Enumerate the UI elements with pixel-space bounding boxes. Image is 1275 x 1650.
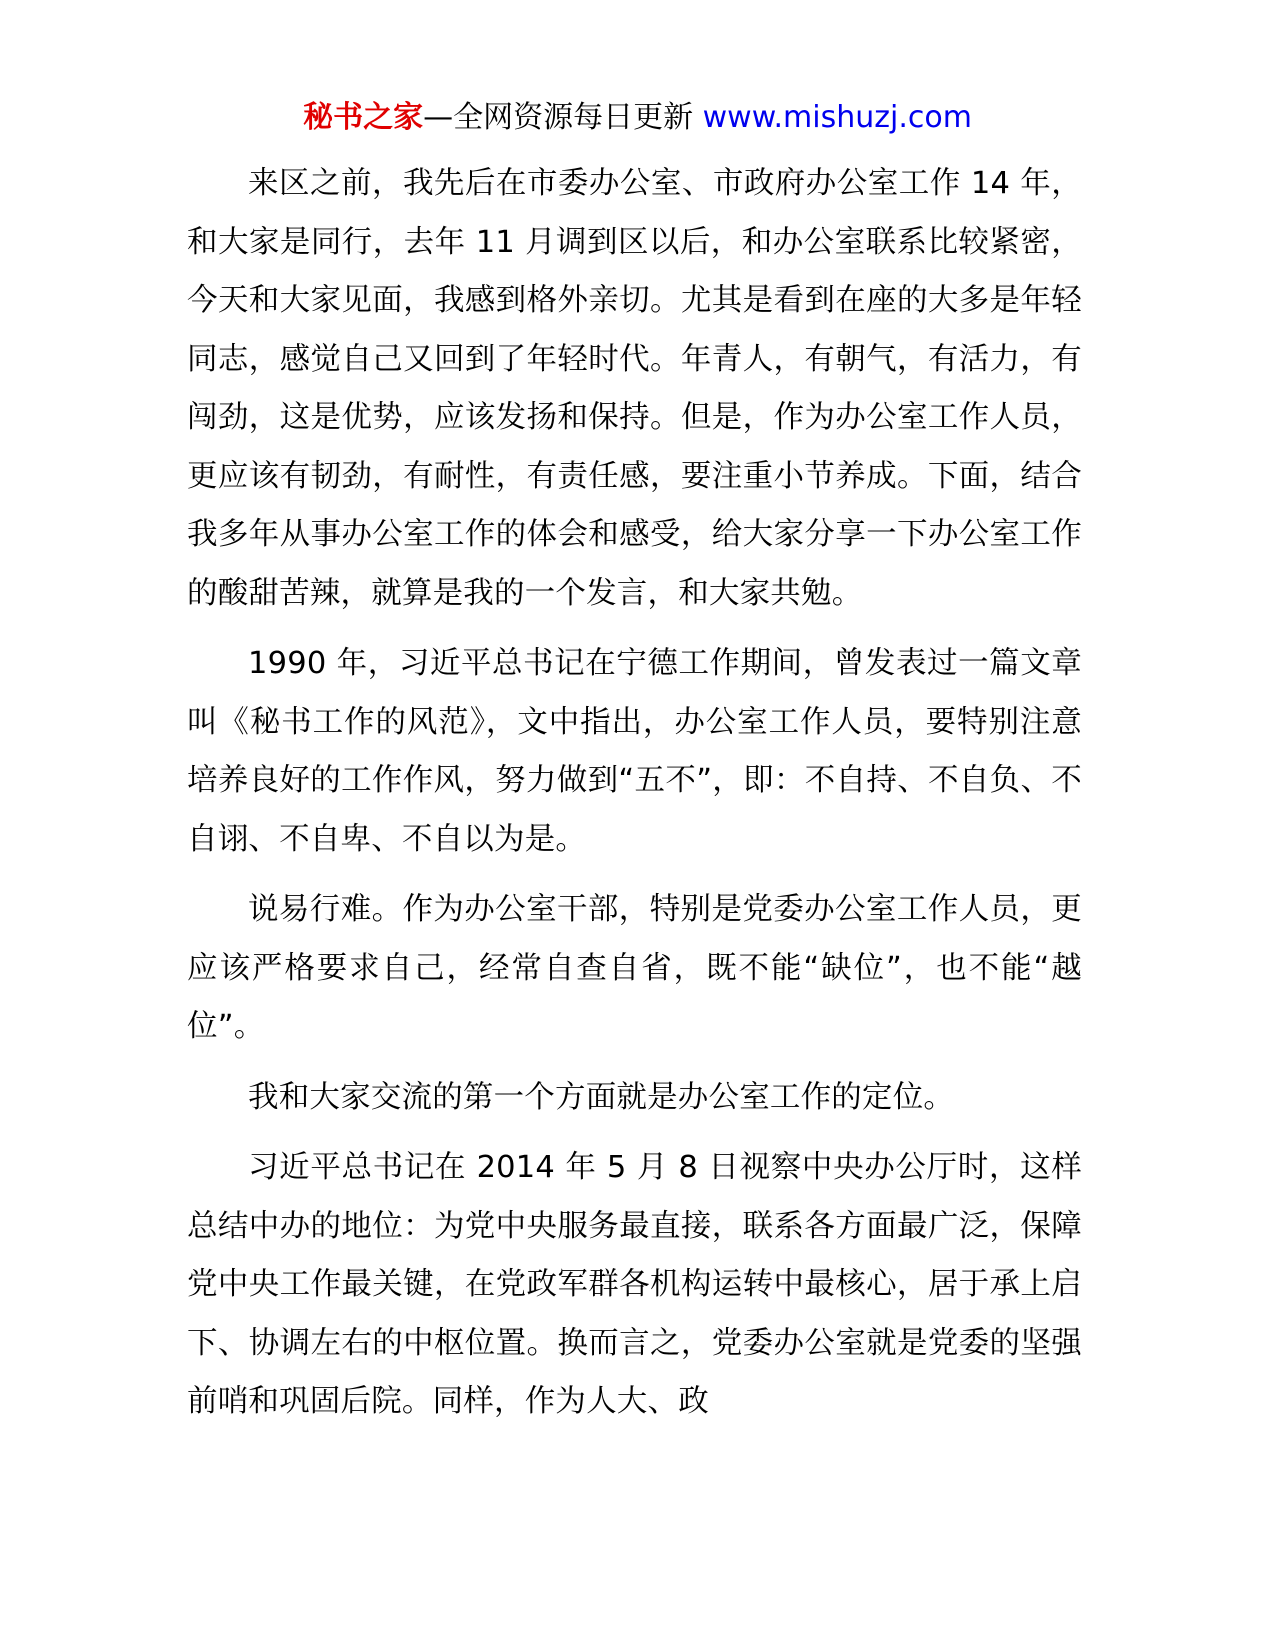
paragraph-1: 来区之前，我先后在市委办公室、市政府办公室工作 14 年，和大家是同行，去年 11 月调到区以后，和办公室联系比较紧密，今天和大家见面，我感到格外亲切。尤其是看到在座的大多是年轻同志，感觉自己又回到了年轻时代。年青人，有朝气，有活力，有闯劲，这是优势，应该发扬和保持。但是，作为办公室工作人员，更应该有韧劲，有耐性，有责任感，要注重小节养成。下面，结合我多年从事办公室工作的体会和感受，给大家分享一下办公室工作的酸甜苦辣，就算是我的一个发言，和大家共勉。 [187, 166, 1082, 611]
document-body [187, 155, 1082, 1444]
paragraph-3: 说易行难。作为办公室干部，特别是党委办公室工作人员，更应该严格要求自己，经常自查自省，既不能“缺位”，也不能“越位”。 [187, 892, 1082, 1044]
paragraph-5: 习近平总书记在 2014 年 5 月 8 日视察中央办公厅时，这样总结中办的地位：为党中央服务最直接，联系各方面最广泛，保障党中央工作最关键，在党政军群各机构运转中最核心，居于承上启下、协调左右的中枢位置。换而言之，党委办公室就是党委的坚强前哨和巩固后院。同样，作为人大、政 [187, 1150, 1082, 1419]
site-header [0, 98, 1275, 138]
site-url-link[interactable]: www.mishuzj.com [702, 100, 972, 135]
brand-name: 秘书之家 [303, 100, 424, 135]
header-tagline: —全网资源每日更新 [423, 100, 703, 135]
paragraph-2: 1990 年，习近平总书记在宁德工作期间，曾发表过一篇文章叫《秘书工作的风范》，文中指出，办公室工作人员，要特别注意培养良好的工作作风，努力做到“五不”，即：不自持、不自负、不自诩、不自卑、不自以为是。 [187, 646, 1082, 857]
paragraph-4: 我和大家交流的第一个方面就是办公室工作的定位。 [248, 1079, 955, 1115]
